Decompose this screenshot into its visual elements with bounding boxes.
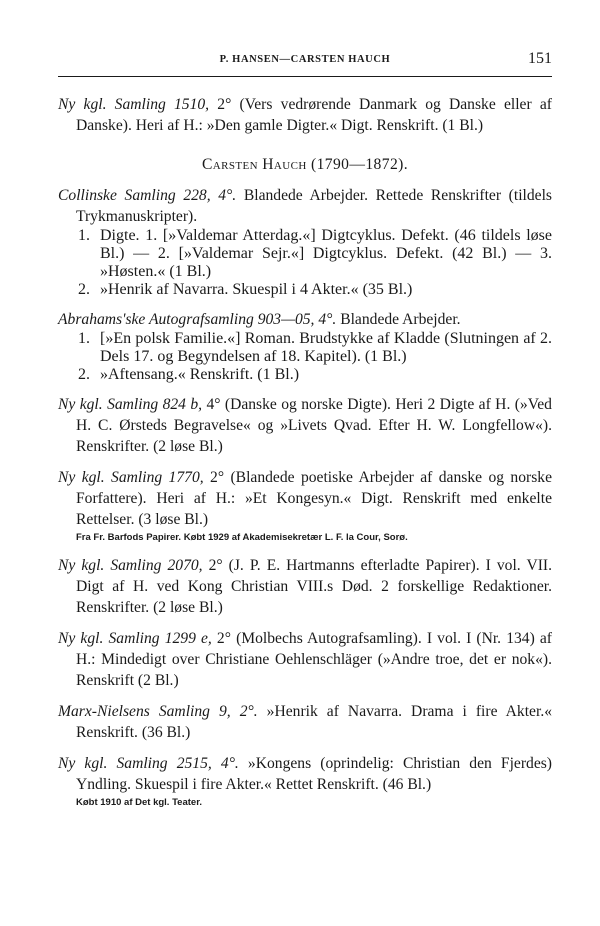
entry-reference: Ny kgl. Samling 1510, [58, 96, 210, 113]
catalog-entry [58, 394, 552, 457]
entry-description: Blandede Arbejder. Rettede Renskrifter (tildels Trykmanuskripter). [76, 187, 552, 225]
catalog-entry-group [58, 309, 552, 384]
entry-description: 2° (Molbechs Autografsamling). I vol. I (Nr. 134) af H.: Mindedigt over Christiane Oehlenschläger (»Andre troe, det er nok«). Renskrift (2 Bl.) [76, 630, 552, 689]
sub-item-number: 2. [78, 366, 90, 383]
entry-reference: Ny kgl. Samling 1299 e, [58, 630, 212, 647]
entry-description: 4° (Danske og norske Digte). Heri 2 Digte af H. (»Ved H. C. Ørsteds Begravelse« og »Livets Qvad. Efter H. W. Longfellow«). Renskrifter. (2 løse Bl.) [76, 396, 552, 455]
entry-description: »Kongens (oprindelig: Christian den Fjerdes) Yndling. Skuespil i fire Akter.« Rettet Renskrift. (46 Bl.) [76, 755, 552, 793]
provenance-note: Fra Fr. Barfods Papirer. Købt 1929 af Akademisekretær L. F. la Cour, Sorø. [76, 532, 408, 543]
entry-reference: Ny kgl. Samling 2070, [58, 557, 203, 574]
sub-item [58, 227, 552, 281]
entry-description: Blandede Arbejder. [336, 311, 461, 328]
provenance-note: Købt 1910 af Det kgl. Teater. [76, 797, 203, 808]
entry-description: 2° (Blandede poetiske Arbejder af danske og norske Forfattere). Heri af H.: »Et Kongesyn.« Digt. Renskrift med enkelte Rettelser. (3 løse Bl.) [76, 469, 553, 528]
entry-reference: Collinske Samling 228, 4°. [58, 187, 237, 204]
sub-item-text: »Aftensang.« Renskrift. (1 Bl.) [100, 366, 300, 383]
sub-item-number: 1. [78, 227, 90, 244]
entry-reference: Abrahams'ske Autografsamling 903—05, 4°. [58, 311, 337, 328]
page-body [58, 94, 552, 820]
sub-item-number: 2. [78, 281, 90, 298]
entry-reference: Ny kgl. Samling 824 b, [58, 396, 203, 413]
catalog-entry-group [58, 185, 552, 299]
entry-description: »Henrik af Navarra. Drama i fire Akter.« Renskrift. (36 Bl.) [76, 703, 553, 741]
catalog-entry [58, 467, 552, 545]
catalog-entry [58, 94, 552, 136]
sub-item [58, 366, 552, 384]
catalog-entry [58, 309, 552, 330]
catalog-entry [58, 753, 552, 810]
entry-reference: Ny kgl. Samling 2515, 4°. [58, 755, 239, 772]
sub-item [58, 281, 552, 299]
page-number: 151 [528, 50, 552, 67]
entry-description: 2° (J. P. E. Hartmanns efterladte Papirer). I vol. VII. Digt af H. ved Kong Christian VIII.s Død. 2 forskellige Redaktioner. Renskrifter. (2 løse Bl.) [76, 557, 552, 616]
catalog-entry [58, 628, 552, 691]
running-head: P. HANSEN—CARSTEN HAUCH [219, 54, 391, 65]
sub-item [58, 330, 552, 366]
catalog-entry [58, 555, 552, 618]
entry-description: 2° (Vers vedrørende Danmark og Danske eller af Danske). Heri af H.: »Den gamle Digter.« Digt. Renskrift. (1 Bl.) [76, 96, 552, 134]
catalog-entry [58, 701, 552, 743]
sub-item-text: »Henrik af Navarra. Skuespil i 4 Akter.« (35 Bl.) [100, 281, 413, 298]
catalog-entry [58, 185, 552, 227]
page-header [58, 50, 552, 77]
sub-item-number: 1. [78, 330, 90, 347]
sub-item-text: Digte. 1. [»Valdemar Atterdag.«] Digtcyklus. Defekt. (46 tildels løse Bl.) — 2. [»Valdemar Sejr.«] Digtcyklus. Defekt. (42 Bl.) — 3. »Høsten.« (1 Bl.) [100, 227, 552, 280]
section-title: Carsten Hauch (1790—1872). [201, 156, 409, 173]
sub-item-text: [»En polsk Familie.«] Roman. Brudstykke af Kladde (Slutningen af 2. Dels 17. og Begyndelsen af 18. Kapitel). (1 Bl.) [100, 330, 552, 365]
entry-reference: Ny kgl. Samling 1770, [58, 469, 204, 486]
entry-reference: Marx-Nielsens Samling 9, 2°. [58, 703, 258, 720]
